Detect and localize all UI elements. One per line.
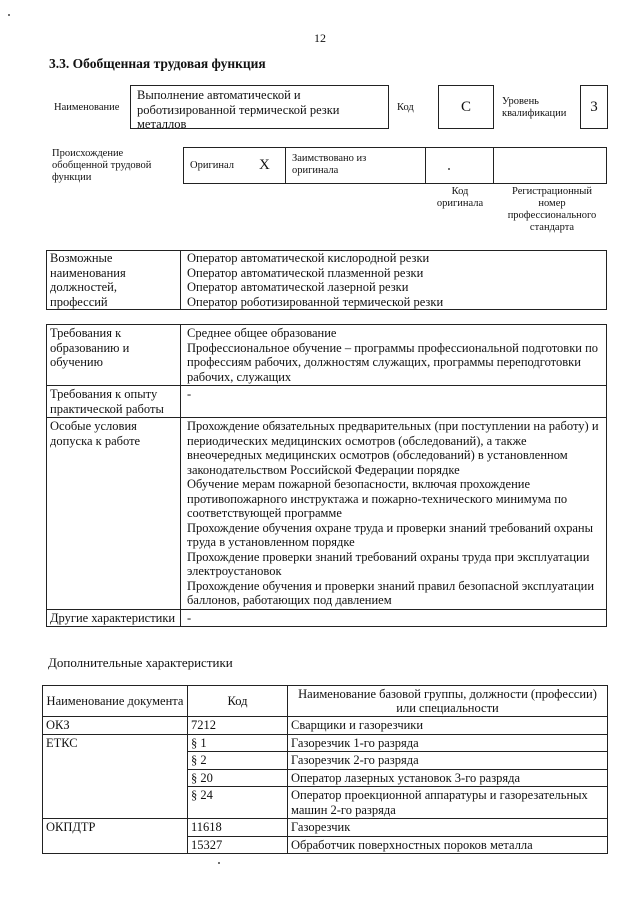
cell-code: § 1 (188, 734, 288, 752)
requirements-line: Профессиональное обучение – программы профессиональной подготовки по профессиям рабочих, должностям служащих, программы переподготовки рабочих, служащих (187, 340, 599, 384)
positions-label: Возможные наименования должностей, профессий (47, 251, 181, 310)
scan-speck (218, 862, 220, 864)
position-item: Оператор автоматической плазменной резки (187, 265, 424, 280)
requirements-line: - (187, 610, 192, 625)
requirements-row (47, 386, 607, 418)
borrowed-label: Заимствовано из оригинала (292, 153, 367, 176)
requirements-table (46, 324, 607, 627)
origin-divider-2 (425, 147, 426, 184)
additional-header-row (43, 686, 608, 717)
cell-code: § 20 (188, 769, 288, 787)
cell-code: § 2 (188, 752, 288, 770)
name-value: Выполнение автоматической и роботизированной термической резки металлов (137, 88, 340, 131)
cell-code: § 24 (188, 787, 288, 819)
cell-code: 15327 (188, 836, 288, 854)
section-title: 3.3. Обобщенная трудовая функция (49, 56, 266, 71)
requirements-line: Среднее общее образование (187, 326, 337, 340)
position-item: Оператор автоматической кислородной резки (187, 251, 430, 265)
cell-name: Оператор проекционной аппаратуры и газорезательных машин 2-го разряда (288, 787, 608, 819)
additional-table (42, 685, 608, 854)
position-item: Оператор автоматической лазерной резки (187, 280, 409, 294)
cell-name: Оператор лазерных установок 3-го разряда (288, 769, 608, 787)
table-row (43, 717, 608, 735)
level-label: Уровень квалификации (502, 96, 567, 119)
level-value-box (580, 85, 608, 129)
cell-name: Газорезчик 2-го разряда (288, 752, 608, 770)
requirements-label: Особые условия допуска к работе (47, 418, 181, 610)
cell-name: Обработчик поверхностных пороков металла (288, 836, 608, 854)
original-code-caption: Код оригинала (436, 186, 484, 209)
positions-list (181, 251, 607, 310)
origin-label: Происхождение обобщенной трудовой функции (52, 148, 152, 183)
requirements-line: Обучение мерам пожарной безопасности, включая прохождение противопожарного инструктажа и пожарно-технического минимума по соответствующей программе (187, 477, 568, 520)
reg-number-caption: Регистрационный номер профессионального стандарта (507, 186, 597, 233)
requirements-row (47, 609, 607, 627)
position-item: Оператор роботизированной термической резки (187, 294, 444, 309)
cell-name: Газорезчик 1-го разряда (288, 734, 608, 752)
requirements-line: Прохождение обязательных предварительных (при поступлении на работу) и периодических медицинских осмотров (обследований), а также внеочередных медицинских осмотров (обследований) в установленном законодательством Российской Федерации порядке (187, 419, 599, 477)
origin-divider-3 (493, 147, 494, 184)
code-value: С (460, 99, 471, 115)
requirements-label: Другие характеристики (47, 609, 181, 627)
requirements-label: Требования к опыту практической работы (47, 386, 181, 418)
requirements-row (47, 325, 607, 386)
level-value: 3 (590, 99, 598, 115)
requirements-row (47, 418, 607, 610)
requirements-line: Прохождение обучения и проверки знаний правил безопасной эксплуатации баллонов, работающих под давлением (187, 578, 595, 607)
name-label: Наименование (54, 102, 120, 113)
code-value-box (438, 85, 494, 129)
page-number: 12 (314, 31, 326, 45)
requirements-line: Прохождение обучения охране труда и проверки знаний требований охраны труда в установленном порядке (187, 520, 594, 549)
blank-mark (448, 168, 450, 170)
cell-name: Сварщики и газорезчики (288, 717, 608, 735)
requirements-line: - (187, 387, 192, 401)
cell-document: ЕТКС (43, 734, 188, 819)
requirements-label: Требования к образованию и обучению (47, 325, 181, 386)
column-header-document: Наименование документа (43, 686, 188, 717)
cell-code: 7212 (188, 717, 288, 735)
cell-name: Газорезчик (288, 819, 608, 837)
positions-table (46, 250, 607, 310)
original-mark: X (259, 157, 270, 173)
code-label: Код (397, 102, 414, 113)
origin-divider-1 (285, 147, 286, 184)
column-header-code: Код (188, 686, 288, 717)
original-label: Оригинал (190, 160, 234, 171)
table-row (43, 819, 608, 837)
requirements-line: Прохождение проверки знаний требований охраны труда при эксплуатации электроустановок (187, 549, 590, 578)
cell-document: ОКПДТР (43, 819, 188, 854)
additional-title: Дополнительные характеристики (48, 655, 233, 670)
name-value-box (130, 85, 389, 129)
scan-speck (8, 14, 10, 16)
column-header-name: Наименование базовой группы, должности (профессии) или специальности (288, 686, 608, 717)
cell-code: 11618 (188, 819, 288, 837)
cell-document: ОКЗ (43, 717, 188, 735)
table-row (43, 734, 608, 752)
